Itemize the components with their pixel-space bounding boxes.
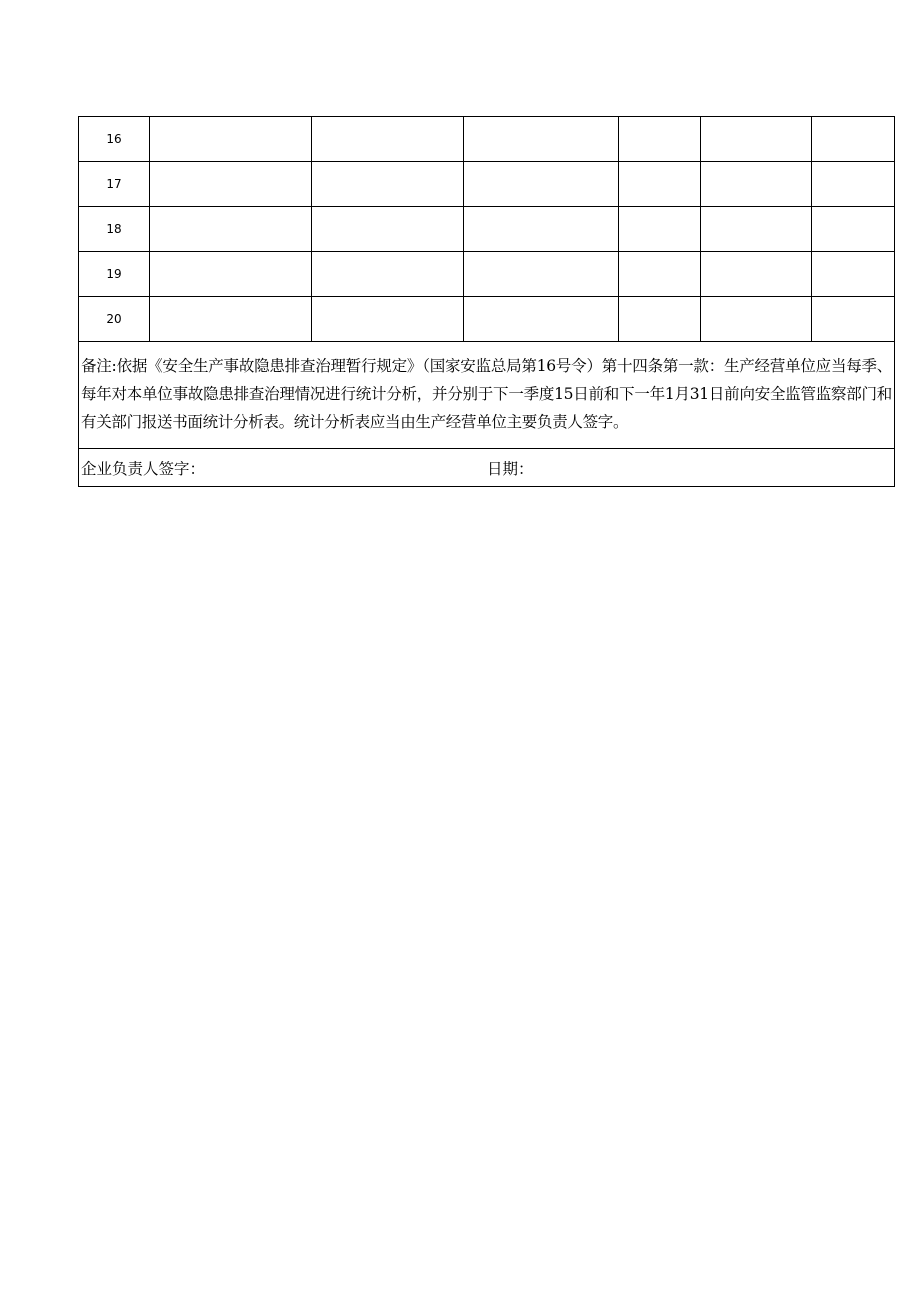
table-cell	[150, 297, 312, 342]
remarks-note: 备注:依据《安全生产事故隐患排查治理暂行规定》（国家安监总局第16号令）第十四条第一款：生产经营单位应当每季、每年对本单位事故隐患排查治理情况进行统计分析，并分别于下一季度15日前和下一年1月31日前向安全监管监察部门和有关部门报送书面统计分析表。统计分析表应当由生产经营单位主要负责人签字。	[79, 342, 895, 449]
table-cell	[701, 252, 812, 297]
signature-label: 企业负责人签字：	[81, 459, 206, 478]
row-number: 16	[79, 117, 150, 162]
table-cell	[464, 297, 619, 342]
date-label: 日期：	[487, 459, 534, 478]
table-cell	[701, 207, 812, 252]
signature-row	[79, 449, 895, 487]
row-number: 17	[79, 162, 150, 207]
table-row	[79, 297, 895, 342]
table-row	[79, 207, 895, 252]
table-cell	[619, 297, 701, 342]
table-cell	[812, 162, 895, 207]
table-cell	[312, 252, 464, 297]
table-cell	[150, 117, 312, 162]
table-cell	[150, 162, 312, 207]
table-cell	[464, 207, 619, 252]
table-row	[79, 252, 895, 297]
table-cell	[701, 162, 812, 207]
table-cell	[619, 252, 701, 297]
table-cell	[464, 117, 619, 162]
table-cell	[464, 162, 619, 207]
statistics-table	[78, 116, 895, 487]
table-cell	[312, 117, 464, 162]
table-cell	[150, 207, 312, 252]
table-cell	[619, 162, 701, 207]
row-number: 18	[79, 207, 150, 252]
row-number: 20	[79, 297, 150, 342]
table-cell	[701, 117, 812, 162]
table-cell	[812, 297, 895, 342]
table-cell	[150, 252, 312, 297]
row-number: 19	[79, 252, 150, 297]
table-cell	[812, 207, 895, 252]
table-cell	[464, 252, 619, 297]
table-cell	[619, 117, 701, 162]
table-row	[79, 117, 895, 162]
table-cell	[312, 162, 464, 207]
table-cell	[812, 117, 895, 162]
table-cell	[701, 297, 812, 342]
table-cell	[312, 297, 464, 342]
table-cell	[812, 252, 895, 297]
table-row	[79, 162, 895, 207]
table-cell	[619, 207, 701, 252]
table-cell	[312, 207, 464, 252]
